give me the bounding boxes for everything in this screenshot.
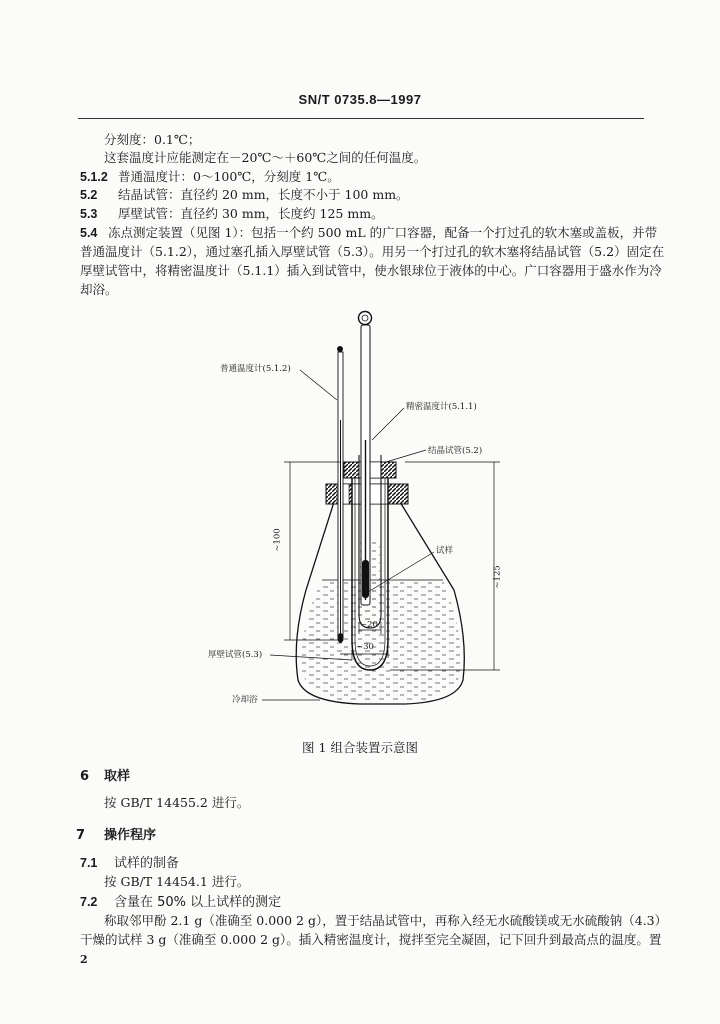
dimension-30: ~30	[356, 642, 374, 652]
section-number: 5.1.2	[80, 170, 108, 184]
dimension-125: ~125	[492, 565, 503, 589]
temperature-range-text: 这套温度计应能测定在－20℃～＋60℃之间的任何温度。	[104, 150, 427, 165]
section-number: 7	[76, 828, 86, 843]
section-7-2-line2: 干燥的试样 3 g（准确至 0.000 2 g）。插入精密温度计，搅拌至完全凝固，记下回升到最高点的温度。置	[80, 932, 662, 947]
section-7-2-line1: 称取邻甲酚 2.1 g（准确至 0.000 2 g），置于结晶试管中，再称入经无水硫酸镁或无水硫酸钠（4.3）	[104, 913, 668, 928]
section-5-4-line3: 厚壁试管中，将精密温度计（5.1.1）插入到试管中，使水银球位于液体的中心。广口容器用于盛水作为冷	[80, 263, 662, 278]
scale-division-text: 分刻度：0.1℃；	[104, 132, 201, 147]
section-number: 5.4	[80, 226, 98, 240]
section-5-4-line4: 却浴。	[80, 282, 118, 297]
section-5-3	[80, 205, 384, 223]
label-thick-wall-tube: 厚壁试管(5.3)	[208, 650, 263, 660]
section-text: 厚壁试管：直径约 30 mm，长度约 125 mm。	[117, 206, 384, 221]
header-rule	[78, 118, 644, 119]
document-header-id: SN/T 0735.8—1997	[298, 92, 422, 107]
page-number: 2	[80, 953, 88, 966]
section-title: 试样的制备	[113, 856, 179, 871]
section-7-heading	[76, 826, 156, 844]
label-ordinary-thermometer: 普通温度计(5.1.2)	[220, 364, 291, 374]
section-number: 5.2	[80, 188, 98, 202]
section-number: 7.1	[80, 856, 98, 870]
section-6-text: 按 GB/T 14455.2 进行。	[104, 795, 250, 810]
label-crystal-tube: 结晶试管(5.2)	[428, 446, 483, 456]
section-text: 冻点测定装置（见图 1）：包括一个约 500 mL 的广口容器，配备一个打过孔的软木塞或盖板，并带	[107, 225, 658, 240]
dimension-100: ~100	[272, 528, 283, 552]
figure-caption: 图 1 组合装置示意图	[302, 740, 418, 755]
section-title: 操作程序	[103, 828, 156, 843]
section-6-heading	[80, 767, 130, 785]
label-precision-thermometer: 精密温度计(5.1.1)	[406, 402, 477, 412]
section-title: 取样	[103, 769, 130, 784]
section-5-1-2	[80, 168, 340, 186]
wide-mouth-flask	[296, 502, 464, 704]
section-number: 7.2	[80, 895, 98, 909]
section-number: 6	[80, 769, 90, 784]
section-text: 结晶试管：直径约 20 mm，长度不小于 100 mm。	[117, 187, 409, 202]
section-7-2-heading	[80, 893, 281, 911]
section-5-4	[80, 224, 657, 242]
section-number: 5.3	[80, 207, 98, 221]
section-7-1-heading	[80, 854, 179, 872]
section-title: 含量在 50% 以上试样的测定	[113, 895, 282, 910]
section-5-4-line2: 普通温度计（5.1.2），通过塞孔插入厚壁试管（5.3）。用另一个打过孔的软木塞将结晶试管（5.2）固定在	[80, 244, 665, 259]
dimension-20: ~20	[360, 620, 378, 630]
section-7-1-text: 按 GB/T 14454.1 进行。	[104, 874, 250, 889]
label-cooling-bath: 冷却浴	[232, 695, 258, 705]
apparatus-diagram	[0, 300, 720, 730]
section-5-2	[80, 186, 409, 204]
label-sample: 试样	[436, 546, 454, 556]
section-text: 普通温度计：0～100℃，分刻度 1℃。	[117, 169, 340, 184]
ordinary-thermometer	[337, 346, 344, 643]
